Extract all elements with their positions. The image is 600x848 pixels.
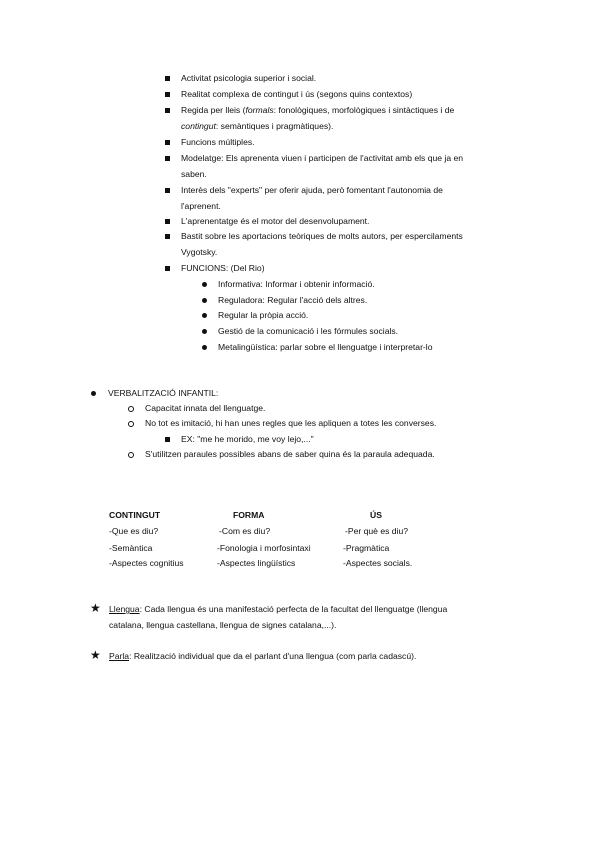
list-item: Funcions múltiples. <box>181 137 255 147</box>
definition-term: Llengua <box>109 604 140 614</box>
sub-list-item: Informativa: Informar i obtenir informació. <box>218 279 375 289</box>
star-icon: ★ <box>90 601 101 615</box>
square-bullet-icon <box>165 437 170 442</box>
list-item: L'aprenentatge és el motor del desenvolupament. <box>181 216 370 226</box>
square-bullet-icon <box>165 234 170 239</box>
table-header: ÚS <box>370 510 382 520</box>
circle-bullet-icon <box>128 452 134 458</box>
table-header: FORMA <box>233 510 265 520</box>
square-bullet-icon <box>165 108 170 113</box>
definition-text: : Realització individual que da el parlant d'una llengua (com parla cadascú). <box>129 651 417 661</box>
list-item: Modelatge: Els aprenenta viuen i participen de l'activitat amb els que ja en <box>181 153 464 163</box>
sub-list-item: Gestió de la comunicació i les fórmules socials. <box>218 326 399 336</box>
square-bullet-icon <box>165 140 170 145</box>
table-header: CONTINGUT <box>109 510 161 520</box>
list-item: Capacitat innata del llenguatge. <box>145 403 266 413</box>
star-icon: ★ <box>90 648 101 662</box>
list-item <box>181 105 454 116</box>
table-cell: -Fonologia i morfosintaxi <box>217 543 311 553</box>
list-item: Bastit sobre les aportacions teòriques de molts autors, per espercilaments <box>181 231 463 241</box>
definition-text: : Cada llengua és una manifestació perfecta de la facultat del llenguatge (llengua <box>139 604 448 614</box>
list-item-continuation: l'aprenent. <box>181 201 221 211</box>
sub-list-item: Regular la pròpia acció. <box>218 310 309 320</box>
dot-bullet-icon <box>202 345 207 350</box>
sub-list-item: Metalingüística: parlar sobre el llenguatge i interpretar-lo <box>218 342 433 352</box>
square-bullet-icon <box>165 156 170 161</box>
dot-bullet-icon <box>202 313 207 318</box>
definition-term: Parla <box>109 651 130 661</box>
list-item: Activitat psicologia superior i social. <box>181 73 317 83</box>
circle-bullet-icon <box>128 406 134 412</box>
list-item: FUNCIONS: (Del Rio) <box>181 263 265 273</box>
dot-bullet-icon <box>202 329 207 334</box>
list-item: Interès dels "experts" per oferir ajuda, però fomentant l'autonomia de <box>181 185 443 195</box>
definition-parla <box>109 651 416 662</box>
list-item-text: Regida per lleis (formals: fonològiques, morfològiques i sintàctiques i de <box>181 105 455 115</box>
list-item-continuation: Vygotsky. <box>181 247 218 257</box>
table-cell: -Que es diu? <box>109 526 159 536</box>
table-cell: -Semàntica <box>109 543 153 553</box>
table-cell: -Per què es diu? <box>345 526 409 536</box>
dot-bullet-icon <box>202 282 207 287</box>
dot-bullet-icon <box>202 298 207 303</box>
table-cell: -Aspectes cognitius <box>109 558 184 568</box>
list-item: Realitat complexa de contingut i ús (segons quins contextos) <box>181 89 413 99</box>
list-item-continuation: saben. <box>181 169 207 179</box>
square-bullet-icon <box>165 188 170 193</box>
table-cell: -Pragmàtica <box>343 543 390 553</box>
table-cell: -Com es diu? <box>219 526 271 536</box>
table-cell: -Aspectes socials. <box>343 558 413 568</box>
square-bullet-icon <box>165 92 170 97</box>
sub-list-item: Reguladora: Regular l'acció dels altres. <box>218 295 368 305</box>
square-bullet-icon <box>165 219 170 224</box>
example-item: EX: "me he morido, me voy lejo,..." <box>181 434 314 444</box>
square-bullet-icon <box>165 266 170 271</box>
list-item: No tot es imitació, hi han unes regles que les apliquen a totes les converses. <box>145 418 437 428</box>
dot-bullet-icon <box>91 391 96 396</box>
list-item-continuation: contingut: semàntiques i pragmàtiques). <box>181 121 334 131</box>
circle-bullet-icon <box>128 421 134 427</box>
table-cell: -Aspectes lingüístics <box>217 558 296 568</box>
definition-continuation: catalana, llengua castellana, llengua de signes catalana,...). <box>109 620 337 630</box>
square-bullet-icon <box>165 76 170 81</box>
list-item: S'utilitzen paraules possibles abans de saber quina és la paraula adequada. <box>145 449 435 459</box>
definition-llengua <box>109 604 447 615</box>
section-heading: VERBALITZACIÓ INFANTIL: <box>108 388 219 398</box>
